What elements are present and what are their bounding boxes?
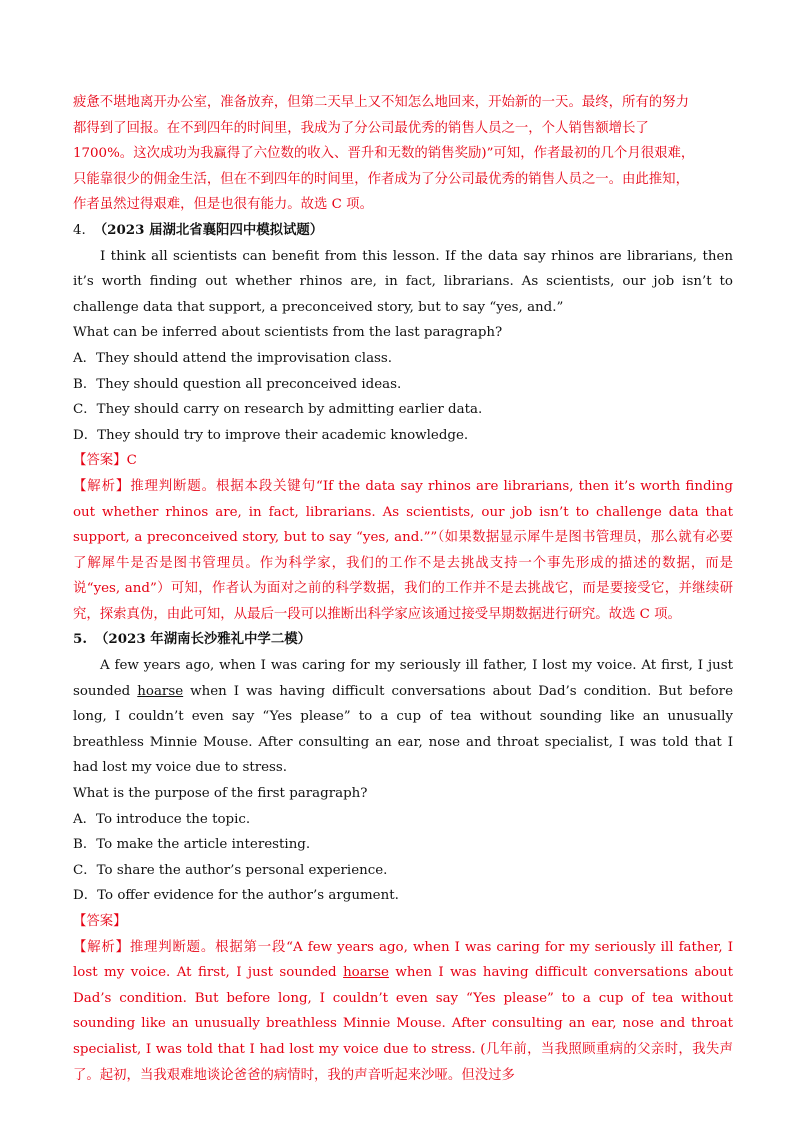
answer-label: 【答案】: [73, 914, 127, 929]
answer-label: 【答案】: [73, 453, 127, 469]
question-passage: [73, 653, 733, 781]
answer-value: C: [126, 453, 137, 469]
analysis-text: 推理判断题。根据本段关键句“If the data say rhinos are librarians, then it’s worth finding out whether rhinos are, in fact, librarians. As scientists, our job isn’t to challenge data that support, a preconceived story, but to say “yes, and.””（如果数据显示犀牛是图书管理员，那么就有必要了解犀牛是否是图书管理员。作为科学家，我们的工作不是去挑战支持一个事先形成的描述的数据，而是说“yes, and”）可知，作者认为面对之前的科学数据，我们的工作并不是去挑战它，而是要接受它，并继续研究，探索真伪，由此可知，从最后一段可以推断出科学家应该通过接受早期数据进行研究。故选 C 项。: [73, 478, 733, 622]
question-heading: [73, 218, 733, 244]
question-stem: What is the purpose of the first paragraph?: [73, 786, 368, 802]
option-b: B．They should question all preconceived ideas.: [73, 376, 402, 392]
analysis-line: 1700%。这次成功为我赢得了六位数的收入、晋升和无数的销售奖励)”可知，作者最初的几个月很艰难，: [73, 146, 695, 162]
analysis-label: 【解析】: [73, 939, 130, 955]
answer: [73, 909, 733, 935]
question-5: [73, 627, 733, 1088]
underlined-word: hoarse: [343, 965, 389, 981]
option-d: D．They should try to improve their academic knowledge.: [73, 427, 469, 443]
question-source: （2023 届湖北省襄阳四中模拟试题）: [93, 221, 324, 238]
analysis-text: when I was having difficult conversations about Dad’s condition. But before long, I couldn’t even say “Yes please” to a cup of tea without sounding like an unusually breathless Minnie Mouse. After consulting an ear, nose and throat specialist, I was told that I had lost my voice due to stress. (几年前，当我照顾重病的父亲时，我失声了。起初，当我艰难地谈论爸爸的病情时，我的声音听起来沙哑。但没过多: [73, 965, 733, 1083]
previous-analysis: [73, 90, 733, 218]
answer: [73, 448, 733, 474]
option-a: A．To introduce the topic.: [73, 811, 251, 827]
question-passage: I think all scientists can benefit from this lesson. If the data say rhinos are librarians, then it’s worth finding out whether rhinos are, in fact, librarians. As scientists, our job isn’t to challenge data that support, a preconceived story, but to say “yes, and.”: [73, 248, 733, 315]
analysis-line: 都得到了回报。在不到四年的时间里，我成为了分公司最优秀的销售人员之一，个人销售额增长了: [73, 120, 649, 136]
question-stem: What can be inferred about scientists from the last paragraph?: [73, 325, 503, 341]
analysis: [73, 474, 733, 628]
analysis-line: 作者虽然过得艰难，但是也很有能力。故选 C 项。: [73, 197, 373, 213]
passage-text: when I was having difficult conversations about Dad’s condition. But before long, I couldn’t even say “Yes please” to a cup of tea without sounding like an unusually breathless Minnie Mouse. After consulting an ear, nose and throat specialist, I was told that I had lost my voice due to stress.: [73, 683, 733, 776]
analysis-label: 【解析】: [73, 478, 131, 494]
option-c: C．To share the author’s personal experience.: [73, 862, 388, 878]
question-source: （2023 年湖南长沙雅礼中学二模）: [94, 631, 311, 648]
document-page: [73, 90, 733, 1088]
question-4: [73, 218, 733, 628]
analysis: [73, 935, 733, 1089]
option-d: D．To offer evidence for the author’s argument.: [73, 888, 399, 904]
analysis-text: 推理判断题。根据第一段“A few years ago, when I was caring for my seriously ill father, I lost my voice. At first, I just sounded: [73, 939, 733, 981]
underlined-word: hoarse: [137, 683, 184, 699]
question-number: 4.: [73, 222, 86, 238]
option-b: B．To make the article interesting.: [73, 837, 311, 853]
passage-text: A few years ago, when I was caring for my seriously ill father, I lost my voice. At first, I just sounded: [73, 658, 733, 699]
question-heading: [73, 627, 733, 653]
analysis-line: 只能靠很少的佣金生活，但在不到四年的时间里，作者成为了分公司最优秀的销售人员之一。由此推知，: [73, 171, 689, 187]
option-c: C．They should carry on research by admitting earlier data.: [73, 402, 483, 418]
option-a: A．They should attend the improvisation class.: [73, 350, 393, 366]
analysis-line: 疲惫不堪地离开办公室，准备放弃，但第二天早上又不知怎么地回来，开始新的一天。最终，所有的努力: [73, 95, 689, 110]
question-number: 5.: [73, 631, 87, 648]
